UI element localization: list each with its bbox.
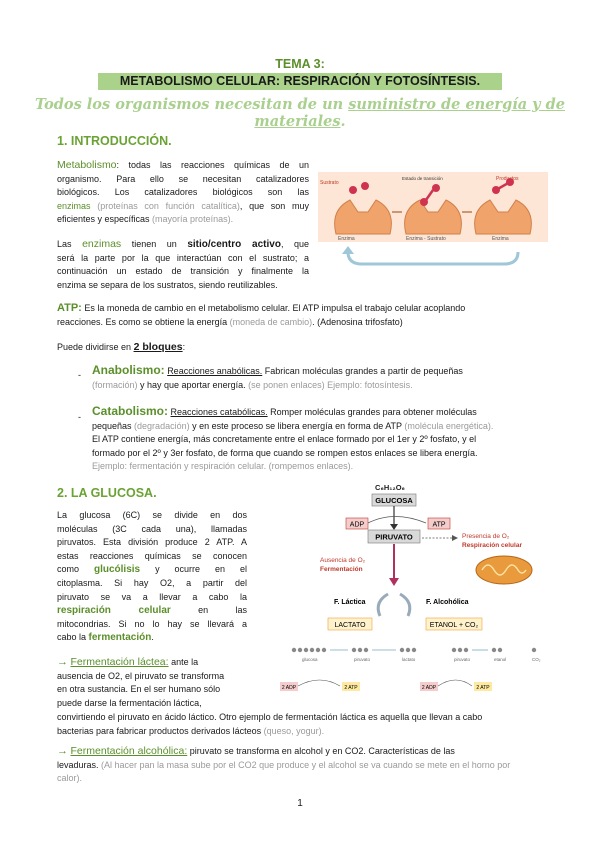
formula-label: C₆H₁₂O₆ <box>375 483 405 492</box>
to-fermentation-head <box>389 578 399 586</box>
fermentacion-lactea-intro: → Fermentación láctea: ante la ausencia de O2, el piruvato se transforma en otra sustancia. En el ser humano sólo puede darse la fermentación láctica, <box>57 656 225 708</box>
adp-label: ADP <box>349 521 365 529</box>
section-heading-introduccion: 1. INTRODUCCIÓN. <box>57 134 172 148</box>
lactato-label: LACTATO <box>334 622 366 629</box>
glucosa-small-label: glucosa <box>302 657 318 662</box>
glucosa-label: GLUCOSA <box>375 496 413 505</box>
recycle-arrow <box>348 252 518 264</box>
transition-dot-2 <box>432 184 440 192</box>
subtitle: Todos los organismos necesitan de un suministro de energía y de materiales. <box>34 96 566 130</box>
estado-label: Estado de transición <box>402 176 443 181</box>
atp-label: ATP <box>432 521 446 529</box>
product-dot-1 <box>492 186 500 194</box>
presencia-label: Presencia de O₂ <box>462 533 510 540</box>
productos-label: Productos <box>496 176 519 182</box>
adp-atp-arc <box>368 517 426 524</box>
glucose-pathway-figure <box>250 478 552 700</box>
etanol-label: ETANOL + CO₂ <box>429 622 479 629</box>
enzyme-cycle-figure <box>318 172 548 272</box>
glucosa-arrowhead <box>390 524 398 530</box>
lactato-small-label: lactato <box>402 657 416 662</box>
bullet-dash-1: - <box>78 370 81 380</box>
transition-dot-1 <box>420 198 428 206</box>
substrate-dot-1 <box>349 186 357 194</box>
lower-adp-label-2: 2 ADP <box>421 685 437 691</box>
lower-cycle-arc-1 <box>298 680 340 686</box>
sustrato-label: Sustrato <box>320 180 339 186</box>
tema-label: TEMA 3: <box>275 57 325 71</box>
atp-paragraph: ATP: Es la moneda de cambio en el metabolismo celular. El ATP impulsa el trabajo celular acoplando reacciones. Es como se obtiene la energía (moneda de cambio). (Adenosina trifosfato) <box>57 302 466 327</box>
lower-atp-label-2: 2 ATP <box>476 685 490 691</box>
molecule-chain <box>292 648 536 652</box>
piruvato-small-label-2: piruvato <box>454 657 471 662</box>
split-arrow-right <box>400 594 410 616</box>
ausencia-label: Ausencia de O₂ <box>320 557 366 564</box>
glucosa-paragraph: La glucosa (6C) se divide en dos moléculas (3C cada una), llamadas piruvatos. Esta división produce 2 ATP. A estas reacciones químicas se conocen como glucólisis y ocurre en el citoplasma. Si hay O2, a partir del piruvato se va a llevar a cabo la respiración celular en las mitocondrias. Si no lo hay se llevará a cabo la fermentación. <box>57 510 247 644</box>
metabolismo-paragraph: Metabolismo: todas las reacciones químicas de un organismo. Para ello se necesitan catalizadores biológicos. Los catalizadores biológicos son las enzimas (proteínas con función catalítica), que son muy eficientes y específicas (mayoría proteínas). <box>57 159 309 225</box>
to-respiration-head <box>452 535 458 541</box>
enzima-label-2: Enzima <box>492 236 509 242</box>
fermentacion-alcoholica: → Fermentación alcohólica: piruvato se transforma en alcohol y en CO2. Características de las levaduras. (Al hacer pan la masa sube por el CO2 que produce y el alcohol se va cuando se mete en el horno por calor). <box>57 745 511 784</box>
fermentacion-lactea-cont: convirtiendo el piruvato en ácido láctico. Otro ejemplo de fermentación láctica es aquella que llevan a cabo bacterias para fabricar productos derivados lácteos (queso, yogur). <box>57 712 483 736</box>
anabolismo-item: Anabolismo: Reacciones anabólicas. Fabrican moléculas grandes a partir de pequeñas (formación) y hay que aportar energía. (se ponen enlaces) Ejemplo: fotosíntesis. <box>92 363 463 390</box>
etanol-small-label: etanol <box>494 657 507 662</box>
enzimas-paragraph: Las enzimas tienen un sitio/centro activo, que será la parte por la que interactúan con el sustrato; a continuación un estado de transición y finalmente la enzima se separa de los sustratos, siendo reutilizables. <box>57 238 310 290</box>
complejo-label: Enzima - Sustrato <box>406 236 446 242</box>
f-alcoholica-label: F. Alcohólica <box>426 599 469 606</box>
section-heading-glucosa: 2. LA GLUCOSA. <box>57 486 157 500</box>
document-title: METABOLISMO CELULAR: RESPIRACIÓN Y FOTOSÍNTESIS. <box>98 73 502 90</box>
substrate-dot-2 <box>361 182 369 190</box>
enzima-label-1: Enzima <box>338 236 355 242</box>
split-arrow-left <box>378 594 388 616</box>
co2-small-label: CO₂ <box>532 657 541 662</box>
catabolismo-item: Catabolismo: Reacciones catabólicas. Romper moléculas grandes para obtener moléculas pequeñas (degradación) y en este proceso se libera energía en forma de ATP (molécula energética). El ATP contiene energía, más concretamente entre el enlace formado por el 1er y 2º fosfato, y el formado por el 2º y 3er fosfato, de forma que cuando se rompen estos enlaces se libera energía. Ejemplo: fermentación y respiración celular. (rompemos enlaces). <box>92 404 494 472</box>
bullet-dash-2: - <box>78 412 81 422</box>
fermentacion-label: Fermentación <box>320 566 363 573</box>
mitochondrion-image <box>476 556 532 584</box>
piruvato-small-label: piruvato <box>354 657 371 662</box>
lower-cycle-arc-2 <box>438 680 472 686</box>
lower-atp-label: 2 ATP <box>344 685 358 691</box>
respiracion-label: Respiración celular <box>462 542 522 549</box>
piruvato-label: PIRUVATO <box>375 532 413 542</box>
lower-adp-label: 2 ADP <box>281 685 297 691</box>
bloques-line: Puede dividirse en 2 bloques: <box>57 341 186 353</box>
page-number: 1 <box>297 798 303 809</box>
recycle-arrowhead <box>342 246 354 254</box>
f-lactica-label: F. Láctica <box>334 599 366 606</box>
